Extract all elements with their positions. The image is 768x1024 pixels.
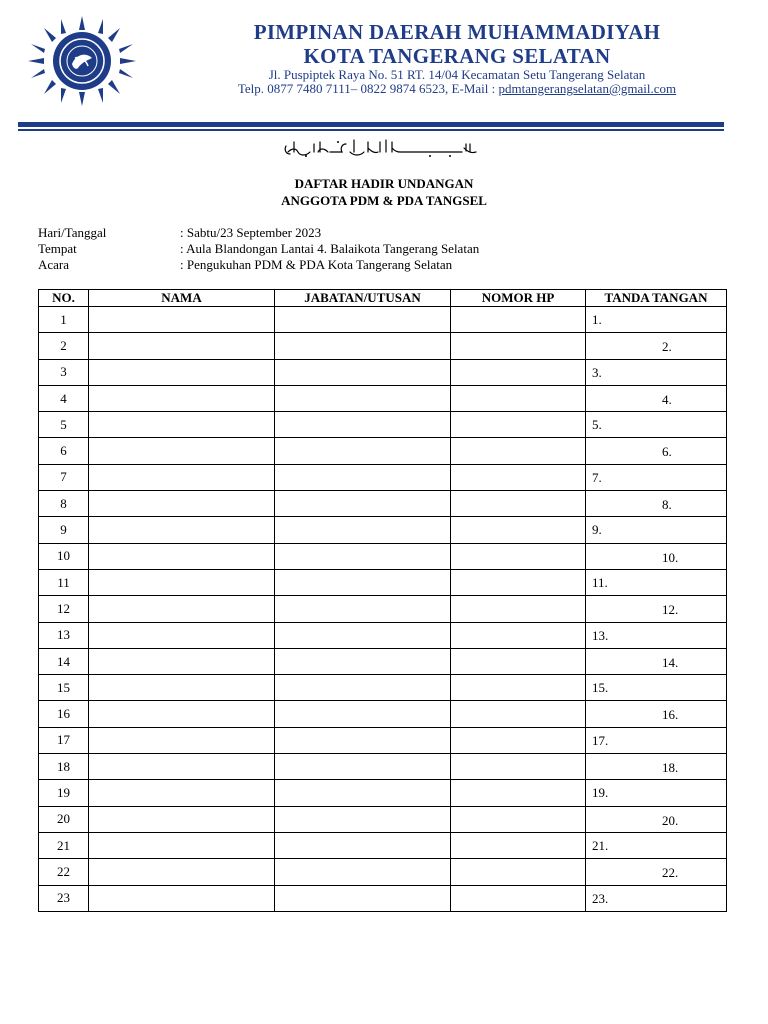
row-number: 9 (39, 517, 89, 543)
row-number: 4 (39, 385, 89, 411)
phone-cell (451, 727, 586, 753)
contact-phone: Telp. 0877 7480 7111– 0822 9874 6523, E-Mail : (237, 81, 499, 96)
row-number: 13 (39, 622, 89, 648)
info-label: Hari/Tanggal (38, 225, 107, 240)
row-number: 7 (39, 464, 89, 490)
table-row (39, 780, 727, 806)
position-cell (275, 675, 451, 701)
table-row (39, 359, 727, 385)
table-row (39, 596, 727, 622)
table-header-row (39, 290, 727, 307)
signature-number: 15. (592, 680, 609, 696)
name-cell (89, 675, 275, 701)
signature-cell (586, 359, 727, 385)
document-title: DAFTAR HADIR UNDANGAN (294, 176, 474, 191)
header-divider-thin (18, 129, 724, 131)
signature-number: 17. (592, 732, 609, 748)
table-row (39, 517, 727, 543)
signature-number: 7. (592, 469, 602, 485)
phone-cell (451, 859, 586, 885)
phone-cell (451, 438, 586, 464)
position-cell (275, 491, 451, 517)
muhammadiyah-logo-icon (28, 16, 136, 106)
name-cell (89, 385, 275, 411)
position-cell (275, 333, 451, 359)
signature-cell (586, 622, 727, 648)
signature-number: 9. (592, 522, 602, 538)
table-row (39, 464, 727, 490)
row-number: 20 (39, 806, 89, 832)
row-number: 21 (39, 832, 89, 858)
table-row (39, 859, 727, 885)
signature-cell (586, 491, 727, 517)
table-row (39, 675, 727, 701)
info-value: : Pengukuhan PDM & PDA Kota Tangerang Selatan (180, 257, 453, 272)
name-cell (89, 596, 275, 622)
signature-number: 11. (592, 574, 608, 590)
name-cell (89, 727, 275, 753)
signature-cell (586, 885, 727, 911)
column-header-phone: NOMOR HP (451, 290, 586, 307)
org-contact (150, 81, 764, 97)
phone-cell (451, 754, 586, 780)
table-row (39, 491, 727, 517)
signature-cell (586, 307, 727, 333)
table-row (39, 885, 727, 911)
phone-cell (451, 701, 586, 727)
name-cell (89, 412, 275, 438)
phone-cell (451, 806, 586, 832)
info-label: Tempat (38, 241, 77, 256)
column-header-signature: TANDA TANGAN (586, 290, 727, 307)
name-cell (89, 806, 275, 832)
name-cell (89, 754, 275, 780)
row-number: 16 (39, 701, 89, 727)
name-cell (89, 569, 275, 595)
signature-number: 13. (592, 627, 609, 643)
email-link[interactable]: pdmtangerangselatan@gmail.com (498, 81, 677, 96)
row-number: 8 (39, 491, 89, 517)
name-cell (89, 780, 275, 806)
table-row (39, 701, 727, 727)
phone-cell (451, 596, 586, 622)
phone-cell (451, 307, 586, 333)
row-number: 12 (39, 596, 89, 622)
phone-cell (451, 491, 586, 517)
name-cell (89, 543, 275, 569)
info-label: Acara (38, 257, 70, 272)
position-cell (275, 727, 451, 753)
org-name-line2: KOTA TANGERANG SELATAN (303, 44, 611, 68)
phone-cell (451, 385, 586, 411)
signature-cell (586, 464, 727, 490)
phone-cell (451, 622, 586, 648)
signature-cell (586, 648, 727, 674)
signature-number: 16. (662, 707, 679, 723)
phone-cell (451, 832, 586, 858)
table-row (39, 307, 727, 333)
column-header-name: NAMA (89, 290, 275, 307)
signature-number: 3. (592, 364, 602, 380)
header-divider-thick (18, 122, 724, 127)
signature-cell (586, 806, 727, 832)
info-value: : Aula Blandongan Lantai 4. Balaikota Tangerang Selatan (180, 241, 480, 256)
table-row (39, 412, 727, 438)
row-number: 11 (39, 569, 89, 595)
signature-cell (586, 701, 727, 727)
table-row (39, 438, 727, 464)
signature-number: 1. (592, 312, 602, 327)
position-cell (275, 648, 451, 674)
basmalah-calligraphy (280, 136, 480, 162)
signature-cell (586, 333, 727, 359)
phone-cell (451, 885, 586, 911)
position-cell (275, 464, 451, 490)
position-cell (275, 359, 451, 385)
name-cell (89, 359, 275, 385)
signature-number: 12. (662, 602, 679, 618)
position-cell (275, 780, 451, 806)
position-cell (275, 596, 451, 622)
signature-number: 22. (662, 865, 679, 881)
name-cell (89, 622, 275, 648)
position-cell (275, 754, 451, 780)
signature-cell (586, 412, 727, 438)
signature-cell (586, 543, 727, 569)
row-number: 15 (39, 675, 89, 701)
row-number: 5 (39, 412, 89, 438)
signature-cell (586, 780, 727, 806)
position-cell (275, 806, 451, 832)
position-cell (275, 307, 451, 333)
table-row (39, 543, 727, 569)
signature-cell (586, 859, 727, 885)
table-row (39, 333, 727, 359)
signature-cell (586, 517, 727, 543)
phone-cell (451, 780, 586, 806)
signature-number: 2. (662, 339, 672, 355)
phone-cell (451, 569, 586, 595)
name-cell (89, 464, 275, 490)
phone-cell (451, 464, 586, 490)
position-cell (275, 701, 451, 727)
position-cell (275, 622, 451, 648)
signature-cell (586, 438, 727, 464)
phone-cell (451, 412, 586, 438)
row-number: 17 (39, 727, 89, 753)
phone-cell (451, 648, 586, 674)
signature-number: 19. (592, 785, 609, 801)
row-number: 3 (39, 359, 89, 385)
signature-cell (586, 832, 727, 858)
name-cell (89, 701, 275, 727)
signature-number: 4. (662, 391, 672, 407)
signature-number: 21. (592, 837, 609, 853)
table-row (39, 622, 727, 648)
row-number: 2 (39, 333, 89, 359)
name-cell (89, 307, 275, 333)
column-header-no: NO. (39, 290, 89, 307)
signature-cell (586, 727, 727, 753)
table-body (39, 307, 727, 912)
phone-cell (451, 675, 586, 701)
document-subtitle: ANGGOTA PDM & PDA TANGSEL (281, 193, 487, 208)
signature-number: 18. (662, 760, 679, 776)
info-value: : Sabtu/23 September 2023 (180, 225, 322, 240)
row-number: 18 (39, 754, 89, 780)
position-cell (275, 885, 451, 911)
signature-cell (586, 754, 727, 780)
position-cell (275, 385, 451, 411)
position-cell (275, 438, 451, 464)
signature-cell (586, 675, 727, 701)
name-cell (89, 333, 275, 359)
phone-cell (451, 543, 586, 569)
org-name-line1: PIMPINAN DAERAH MUHAMMADIYAH (253, 20, 661, 44)
column-header-position: JABATAN/UTUSAN (275, 290, 451, 307)
attendance-table (38, 289, 727, 912)
phone-cell (451, 517, 586, 543)
row-number: 6 (39, 438, 89, 464)
row-number: 14 (39, 648, 89, 674)
phone-cell (451, 333, 586, 359)
row-number: 10 (39, 543, 89, 569)
row-number: 22 (39, 859, 89, 885)
table-row (39, 727, 727, 753)
signature-number: 10. (662, 549, 679, 565)
signature-number: 20. (662, 812, 679, 828)
name-cell (89, 648, 275, 674)
row-number: 1 (39, 307, 89, 333)
position-cell (275, 543, 451, 569)
phone-cell (451, 359, 586, 385)
name-cell (89, 832, 275, 858)
name-cell (89, 438, 275, 464)
name-cell (89, 859, 275, 885)
name-cell (89, 491, 275, 517)
position-cell (275, 859, 451, 885)
position-cell (275, 412, 451, 438)
row-number: 19 (39, 780, 89, 806)
signature-number: 5. (592, 417, 602, 433)
signature-cell (586, 596, 727, 622)
signature-cell (586, 385, 727, 411)
signature-cell (586, 569, 727, 595)
name-cell (89, 517, 275, 543)
table-row (39, 569, 727, 595)
position-cell (275, 832, 451, 858)
table-row (39, 385, 727, 411)
signature-number: 6. (662, 444, 672, 460)
table-row (39, 832, 727, 858)
org-address: Jl. Puspiptek Raya No. 51 RT. 14/04 Kecamatan Setu Tangerang Selatan (268, 67, 646, 82)
position-cell (275, 569, 451, 595)
table-row (39, 754, 727, 780)
table-row (39, 806, 727, 832)
signature-number: 8. (662, 497, 672, 513)
signature-number: 14. (662, 654, 679, 670)
name-cell (89, 885, 275, 911)
row-number: 23 (39, 885, 89, 911)
signature-number: 23. (592, 890, 609, 906)
table-row (39, 648, 727, 674)
position-cell (275, 517, 451, 543)
